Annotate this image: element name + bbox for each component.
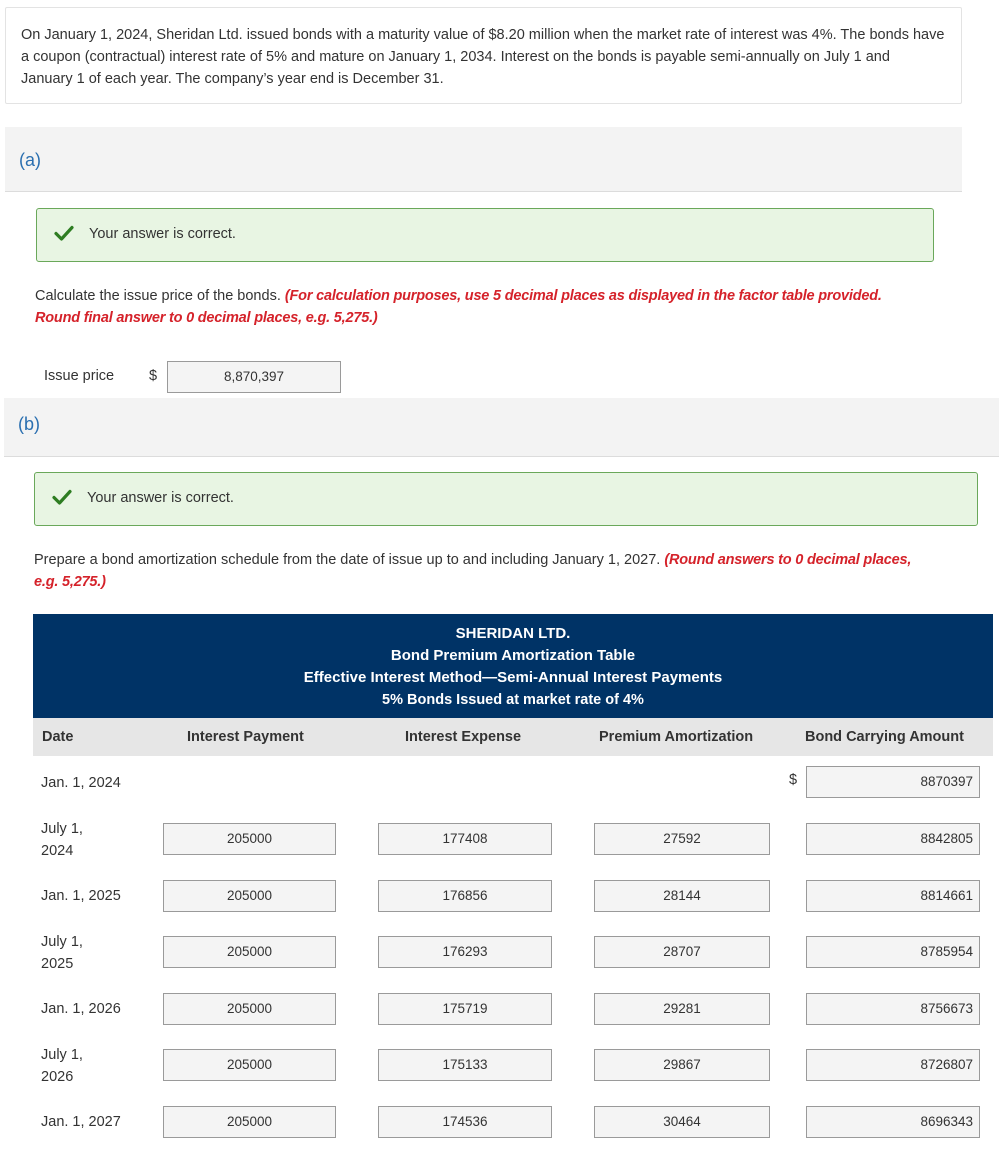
expense-input-row-6[interactable]: 174536 [378, 1106, 552, 1138]
problem-text: On January 1, 2024, Sheridan Ltd. issued bonds with a maturity value of $8.20 million when the market rate of interest was 4%. The bonds have a coupon (contractual) interest rate of 5% and mature on January 1, 2034. Interest on the bonds is payable semi-annually on July 1 and January 1 of each year. The company’s year end is December 31. [21, 27, 945, 87]
row-date-jul-2024: July 1, 2024 [41, 821, 83, 859]
col-header-premium-amortization: Premium Amortization [599, 729, 754, 745]
issue-price-label: Issue price [44, 368, 115, 384]
part-b-correct-text: Your answer is correct. [87, 490, 234, 506]
problem-statement [5, 7, 962, 104]
part-b-correct-banner [34, 472, 978, 526]
amortization-input-row-4[interactable]: 29281 [594, 993, 770, 1025]
part-a-correct-banner [36, 208, 934, 262]
carrying-input-row-4[interactable]: 8756673 [806, 993, 980, 1025]
carrying-input-row-0[interactable]: 8870397 [806, 766, 980, 798]
table-title-name: Bond Premium Amortization Table [390, 647, 636, 664]
carrying-input-row-5[interactable]: 8726807 [806, 1049, 980, 1081]
expense-input-row-2[interactable]: 176856 [378, 880, 552, 912]
carrying-input-row-1[interactable]: 8842805 [806, 823, 980, 855]
row-date-jan-2024: Jan. 1, 2024 [41, 775, 121, 791]
col-header-interest-expense: Interest Expense [405, 729, 522, 745]
part-b-instruction-red: (Round answers to 0 decimal places, e.g. 5,275.) [34, 552, 912, 590]
amortization-table-title [33, 614, 993, 718]
carrying-input-row-2[interactable]: 8814661 [806, 880, 980, 912]
issue-price-input[interactable]: 8,870,397 [167, 361, 341, 393]
expense-input-row-4[interactable]: 175719 [378, 993, 552, 1025]
carrying-currency: $ [789, 772, 798, 788]
amortization-input-row-5[interactable]: 29867 [594, 1049, 770, 1081]
part-a-correct-text: Your answer is correct. [89, 226, 236, 242]
expense-input-row-5[interactable]: 175133 [378, 1049, 552, 1081]
row-date-jan-2026: Jan. 1, 2026 [41, 1001, 121, 1017]
carrying-input-row-3[interactable]: 8785954 [806, 936, 980, 968]
row-date-jul-2026: July 1, 2026 [41, 1047, 83, 1085]
part-a-instruction-red: (For calculation purposes, use 5 decimal places as displayed in the factor table provided. Round final answer to 0 decimal places, e.g. 5,275.) [35, 288, 882, 326]
row-date-jan-2025: Jan. 1, 2025 [41, 888, 121, 904]
part-a-header[interactable] [5, 127, 962, 192]
part-b-label: (b) [18, 414, 40, 434]
part-b-instruction [34, 549, 914, 593]
payment-input-row-6[interactable]: 205000 [163, 1106, 336, 1138]
amortization-input-row-1[interactable]: 27592 [594, 823, 770, 855]
payment-input-row-1[interactable]: 205000 [163, 823, 336, 855]
col-header-date: Date [42, 729, 74, 745]
payment-input-row-5[interactable]: 205000 [163, 1049, 336, 1081]
payment-input-row-4[interactable]: 205000 [163, 993, 336, 1025]
part-a-label: (a) [19, 150, 41, 170]
check-icon [51, 486, 73, 508]
col-header-interest-payment: Interest Payment [187, 729, 304, 745]
amortization-input-row-2[interactable]: 28144 [594, 880, 770, 912]
row-date-jul-2025: July 1, 2025 [41, 934, 83, 972]
carrying-input-row-6[interactable]: 8696343 [806, 1106, 980, 1138]
table-title-method: Effective Interest Method—Semi-Annual Interest Payments [303, 669, 723, 686]
amortization-input-row-6[interactable]: 30464 [594, 1106, 770, 1138]
amortization-input-row-3[interactable]: 28707 [594, 936, 770, 968]
part-b-header[interactable] [4, 398, 999, 457]
table-column-headers [33, 718, 993, 756]
payment-input-row-2[interactable]: 205000 [163, 880, 336, 912]
part-a-instruction-text: Calculate the issue price of the bonds. [35, 288, 281, 304]
part-a-instruction [35, 285, 925, 329]
part-b-instruction-text: Prepare a bond amortization schedule from the date of issue up to and including January 1, 2027. [34, 552, 661, 568]
check-icon [53, 222, 75, 244]
issue-price-currency: $ [149, 368, 158, 384]
expense-input-row-1[interactable]: 177408 [378, 823, 552, 855]
payment-input-row-3[interactable]: 205000 [163, 936, 336, 968]
table-title-rate: 5% Bonds Issued at market rate of 4% [382, 692, 644, 708]
row-date-jan-2027: Jan. 1, 2027 [41, 1114, 121, 1130]
table-title-company: SHERIDAN LTD. [455, 625, 571, 642]
col-header-bond-carrying-amount: Bond Carrying Amount [805, 729, 964, 745]
expense-input-row-3[interactable]: 176293 [378, 936, 552, 968]
